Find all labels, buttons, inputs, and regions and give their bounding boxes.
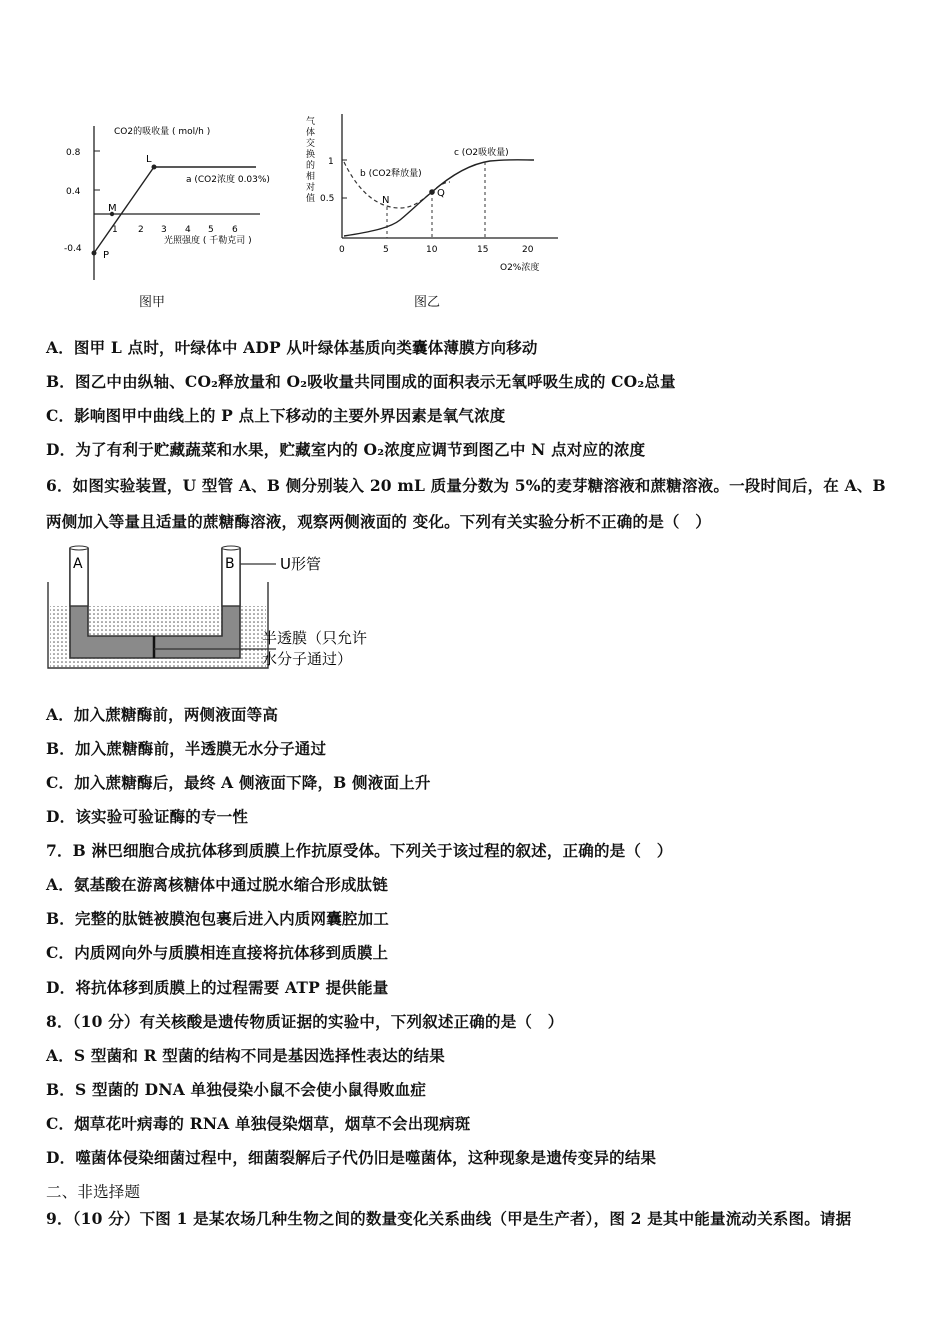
yi-xtick: 20	[522, 245, 534, 255]
yi-ylabel-char: 气	[306, 117, 316, 127]
q5-option-a: A．图甲 L 点时，叶绿体中 ADP 从叶绿体基质向类囊体薄膜方向移动	[46, 338, 538, 357]
yi-ylabel-char: 换	[306, 150, 316, 160]
q8-option-d: D．噬菌体侵染细菌过程中，细菌裂解后子代仍旧是噬菌体，这种现象是遗传变异的结果	[46, 1148, 657, 1167]
yi-ytick: 1	[328, 157, 334, 167]
tube-label-a: A	[73, 556, 83, 572]
jia-xtick: 5	[208, 225, 214, 235]
figure-jia	[60, 118, 300, 288]
jia-xtick: 1	[112, 225, 118, 235]
yi-ylabel-char: 对	[306, 183, 316, 193]
jia-point-p: P	[103, 250, 110, 261]
jia-xlabel: 光照强度 ( 千勒克司 )	[164, 236, 252, 246]
q6-stem-2: 两侧加入等量且适量的蔗糖酶溶液，观察两侧液面的 变化。下列有关实验分析不正确的是（ ）	[46, 512, 711, 531]
yi-ylabel-char: 交	[306, 139, 316, 149]
jia-point-l: L	[146, 154, 152, 165]
q7-option-d: D．将抗体移到质膜上的过程需要 ATP 提供能量	[46, 978, 389, 997]
section-heading: 二、非选择题	[46, 1183, 141, 1201]
q5-option-c: C．影响图甲中曲线上的 P 点上下移动的主要外界因素是氧气浓度	[46, 406, 506, 425]
yi-label-b: b (CO2释放量)	[360, 169, 422, 179]
jia-xtick: 6	[232, 225, 238, 235]
jia-caption: 图甲	[139, 295, 166, 310]
membrane-label-1: 半透膜（只允许	[262, 629, 368, 647]
yi-label-c: c (O2吸收量)	[454, 148, 509, 158]
yi-ylabel-char: 的	[306, 161, 316, 171]
q5-option-d: D．为了有利于贮藏蔬菜和水果，贮藏室内的 O₂浓度应调节到图乙中 N 点对应的浓度	[46, 440, 646, 459]
jia-ylabel: CO2的吸收量 ( mol/h )	[114, 127, 211, 137]
q8-option-a: A．S 型菌和 R 型菌的结构不同是基因选择性表达的结果	[46, 1046, 445, 1065]
yi-point-q-dot	[429, 189, 435, 195]
q8-option-c: C．烟草花叶病毒的 RNA 单独侵染烟草，烟草不会出现病斑	[46, 1114, 471, 1133]
yi-xtick: 0	[339, 245, 345, 255]
yi-xlabel: O2%浓度	[500, 263, 540, 273]
jia-point-m: M	[108, 203, 117, 214]
yi-xtick: 5	[383, 245, 389, 255]
q6-stem-1: 6．如图实验装置，U 型管 A、B 侧分别装入 20 mL 质量分数为 5%的麦芽糖溶液和蔗糖溶液。一段时间后，在 A、B	[46, 476, 886, 495]
q8-option-b: B．S 型菌的 DNA 单独侵染小鼠不会使小鼠得败血症	[46, 1080, 427, 1099]
jia-point-l-dot	[152, 165, 157, 170]
membrane-label-2: 水分子通过）	[262, 650, 353, 668]
yi-xtick: 10	[426, 245, 438, 255]
yi-ytick: 0.5	[320, 194, 335, 204]
q6-option-a: A．加入蔗糖酶前，两侧液面等高	[46, 705, 279, 724]
jia-ytick: 0.8	[66, 148, 81, 158]
q6-option-b: B．加入蔗糖酶前，半透膜无水分子通过	[46, 739, 327, 758]
q5-option-b: B．图乙中由纵轴、CO₂释放量和 O₂吸收量共同围成的面积表示无氧呼吸生成的 CO₂总量	[46, 372, 676, 391]
tube-label-b: B	[225, 556, 235, 572]
figure-yi	[300, 110, 570, 285]
yi-ylabel-char: 相	[306, 172, 316, 182]
yi-ylabel-char: 值	[306, 194, 316, 204]
yi-ylabel-char: 体	[306, 128, 316, 138]
q6-option-d: D．该实验可验证酶的专一性	[46, 807, 249, 826]
q8-stem: 8．（10 分）有关核酸是遗传物质证据的实验中，下列叙述正确的是（ ）	[46, 1012, 564, 1031]
q7-option-c: C．内质网向外与质膜相连直接将抗体移到质膜上	[46, 943, 389, 962]
jia-xtick: 4	[185, 225, 191, 235]
jia-ytick: -0.4	[64, 244, 82, 254]
jia-xtick: 2	[138, 225, 144, 235]
u-tube-label: U形管	[280, 555, 321, 573]
yi-caption: 图乙	[414, 295, 441, 310]
jia-xtick: 3	[161, 225, 167, 235]
q9-stem: 9．（10 分）下图 1 是某农场几种生物之间的数量变化关系曲线（甲是生产者），图 2 是其中能量流动关系图。请据	[46, 1209, 852, 1228]
q7-option-a: A．氨基酸在游离核糖体中通过脱水缩合形成肽链	[46, 875, 388, 894]
figure-utube	[44, 540, 424, 675]
jia-point-p-dot	[92, 251, 97, 256]
q7-stem: 7．B 淋巴细胞合成抗体移到质膜上作抗原受体。下列关于该过程的叙述，正确的是（ ）	[46, 841, 673, 860]
q7-option-b: B．完整的肽链被膜泡包裹后进入内质网囊腔加工	[46, 909, 390, 928]
yi-point-n: N	[382, 195, 390, 206]
jia-curve-label: a (CO2浓度 0.03%)	[186, 175, 270, 185]
yi-point-q: Q	[437, 188, 445, 199]
q6-option-c: C．加入蔗糖酶后，最终 A 侧液面下降，B 侧液面上升	[46, 773, 431, 792]
jia-ytick: 0.4	[66, 187, 81, 197]
yi-xtick: 15	[477, 245, 489, 255]
